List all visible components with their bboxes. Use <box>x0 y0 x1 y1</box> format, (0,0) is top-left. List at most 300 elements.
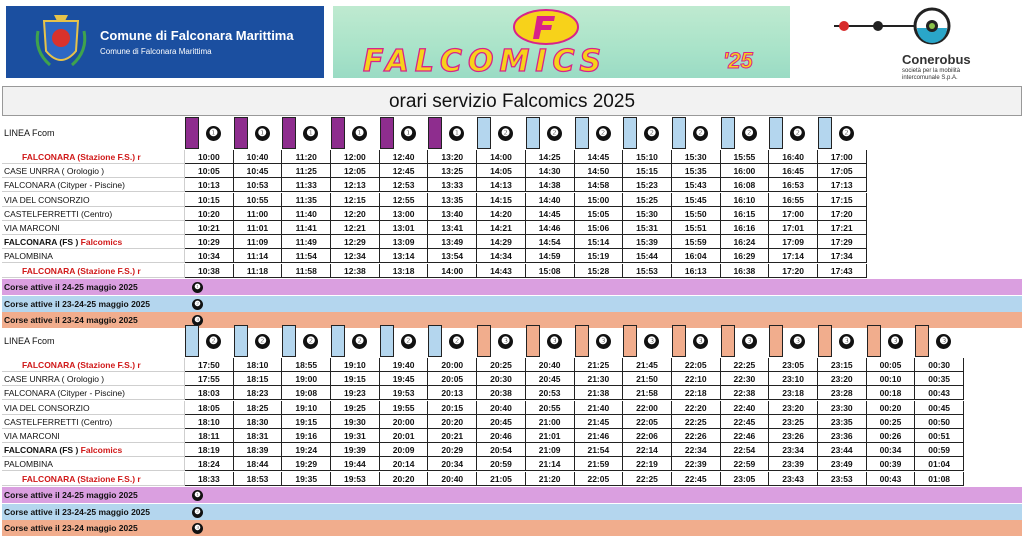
stop-name <box>2 443 185 457</box>
stop-name-main: FALCONARA (FS ) <box>4 237 81 248</box>
conerobus-logo <box>830 6 1010 80</box>
time-cell: 21:14 <box>526 457 575 471</box>
route-color-bar <box>185 325 199 357</box>
header <box>0 0 1024 86</box>
time-cell: 22:05 <box>672 358 721 372</box>
route-color-bar <box>282 325 296 357</box>
time-cell: 00:59 <box>915 443 964 457</box>
route-badge <box>185 116 234 150</box>
time-cell: 17:09 <box>769 235 818 249</box>
route-badge <box>672 116 721 150</box>
route-color-bar <box>721 325 735 357</box>
legend-row <box>2 487 1022 503</box>
time-cell: 20:00 <box>380 415 429 429</box>
time-cell: 12:34 <box>331 249 380 263</box>
time-cell: 22:10 <box>672 372 721 386</box>
time-cell: 19:15 <box>331 372 380 386</box>
time-cell: 23:39 <box>769 457 818 471</box>
stop-name: FALCONARA (Stazione F.S.) r <box>2 472 185 486</box>
time-cell: 16:53 <box>769 178 818 192</box>
time-cell: 19:30 <box>331 415 380 429</box>
route-number-icon: ❶ <box>352 126 367 141</box>
time-cell: 19:10 <box>331 358 380 372</box>
time-cell: 10:29 <box>185 235 234 249</box>
time-cell: 19:08 <box>282 386 331 400</box>
time-cell: 00:25 <box>867 415 916 429</box>
time-cell: 16:15 <box>721 207 770 221</box>
time-cell: 19:53 <box>380 386 429 400</box>
table-row <box>2 386 1022 400</box>
time-cell: 13:18 <box>380 264 429 278</box>
time-cell: 21:58 <box>623 386 672 400</box>
time-cell: 15:19 <box>575 249 624 263</box>
time-cell: 18:31 <box>234 429 283 443</box>
comune-logo-banner <box>6 6 324 78</box>
table-row <box>2 429 1022 443</box>
time-cell: 20:01 <box>380 429 429 443</box>
time-cell: 18:23 <box>234 386 283 400</box>
linea-label: LINEA Fcom <box>4 336 55 346</box>
route-color-bar <box>623 325 637 357</box>
stop-name: FALCONARA (Cityper - Piscine) <box>2 386 185 400</box>
route-badge <box>672 324 721 358</box>
route-number-icon: ❷ <box>596 126 611 141</box>
time-cell: 22:06 <box>623 429 672 443</box>
time-cell: 20:40 <box>477 401 526 415</box>
route-badge <box>428 116 477 150</box>
time-cell: 13:41 <box>428 221 477 235</box>
time-cell: 19:25 <box>331 401 380 415</box>
time-cell: 14:20 <box>477 207 526 221</box>
time-cell: 23:05 <box>721 472 770 486</box>
time-cell: 23:30 <box>818 401 867 415</box>
time-cell: 12:38 <box>331 264 380 278</box>
time-cell: 14:40 <box>526 193 575 207</box>
time-cell: 13:09 <box>380 235 429 249</box>
time-cell: 12:20 <box>331 207 380 221</box>
time-cell: 16:00 <box>721 164 770 178</box>
conerobus-brand: Conerobus <box>902 52 971 67</box>
route-color-bar <box>672 325 686 357</box>
legend-row <box>2 279 1022 295</box>
time-cell: 17:34 <box>818 249 867 263</box>
route-number-icon: ❸ <box>742 334 757 349</box>
time-cell: 00:51 <box>915 429 964 443</box>
falcomics-year: '25 <box>723 48 753 73</box>
time-cell: 12:00 <box>331 150 380 164</box>
route-badge <box>428 324 477 358</box>
table-row <box>2 150 1022 164</box>
time-cell: 13:14 <box>380 249 429 263</box>
time-cell: 15:55 <box>721 150 770 164</box>
route-color-bar <box>721 117 735 149</box>
time-cell: 22:05 <box>575 472 624 486</box>
time-cell: 15:31 <box>623 221 672 235</box>
legend-text: Corse attive il 23-24 maggio 2025 <box>4 523 138 533</box>
conerobus-mark-icon <box>830 6 1010 54</box>
time-cell: 15:43 <box>672 178 721 192</box>
time-cell: 12:53 <box>380 178 429 192</box>
time-cell: 20:29 <box>428 443 477 457</box>
route-number-icon: ❷ <box>449 334 464 349</box>
route-number-icon: ❸ <box>547 334 562 349</box>
time-cell: 22:20 <box>672 401 721 415</box>
route-number-icon: ❸ <box>644 334 659 349</box>
stop-name: CASE UNRRA ( Orologio ) <box>2 372 185 386</box>
stop-name: PALOMBINA <box>2 249 185 263</box>
route-color-bar <box>526 117 540 149</box>
time-cell: 23:35 <box>818 415 867 429</box>
route-badge <box>526 324 575 358</box>
route-badge <box>769 324 818 358</box>
route-badge <box>234 324 283 358</box>
time-cell: 11:33 <box>282 178 331 192</box>
legend-text: Corse attive il 23-24-25 maggio 2025 <box>4 298 150 309</box>
time-cell: 17:50 <box>185 358 234 372</box>
time-cell: 19:10 <box>282 401 331 415</box>
table-row <box>2 443 1022 457</box>
time-cell: 00:43 <box>867 472 916 486</box>
linea-header-row <box>2 324 1022 358</box>
falcomics-wordmark: FALCOMICS <box>363 44 608 78</box>
time-cell: 15:30 <box>623 207 672 221</box>
time-cell: 10:20 <box>185 207 234 221</box>
stop-name: CASE UNRRA ( Orologio ) <box>2 164 185 178</box>
table-row <box>2 221 1022 235</box>
time-cell: 22:34 <box>672 443 721 457</box>
time-cell: 17:00 <box>769 207 818 221</box>
time-cell: 23:15 <box>818 358 867 372</box>
time-cell: 14:46 <box>526 221 575 235</box>
route-color-bar <box>428 325 442 357</box>
stop-name: VIA MARCONI <box>2 429 185 443</box>
time-cell: 17:01 <box>769 221 818 235</box>
route-badge <box>721 116 770 150</box>
route-badge <box>769 116 818 150</box>
time-cell: 23:20 <box>769 401 818 415</box>
stop-name: VIA MARCONI <box>2 221 185 235</box>
time-cell: 21:20 <box>526 472 575 486</box>
time-cell: 11:20 <box>282 150 331 164</box>
time-cell: 10:53 <box>234 178 283 192</box>
route-color-bar <box>380 325 394 357</box>
time-cell: 18:11 <box>185 429 234 443</box>
route-number-icon: ❸ <box>790 334 805 349</box>
time-cell: 12:45 <box>380 164 429 178</box>
time-cell: 21:01 <box>526 429 575 443</box>
stop-name: FALCONARA (Cityper - Piscine) <box>2 178 185 192</box>
time-cell: 15:35 <box>672 164 721 178</box>
time-cell: 11:54 <box>282 249 331 263</box>
time-cell: 19:35 <box>282 472 331 486</box>
time-cell: 14:58 <box>575 178 624 192</box>
table-row <box>2 472 1022 486</box>
route-badge <box>477 324 526 358</box>
time-cell: 00:35 <box>915 372 964 386</box>
time-cell: 16:13 <box>672 264 721 278</box>
time-cell: 19:40 <box>380 358 429 372</box>
time-cell: 14:45 <box>575 150 624 164</box>
route-color-bar <box>380 117 394 149</box>
time-cell: 15:15 <box>623 164 672 178</box>
time-cell: 21:45 <box>623 358 672 372</box>
legend-row <box>2 504 1022 520</box>
legend-number-icon: ❷ <box>192 507 203 518</box>
time-cell: 14:38 <box>526 178 575 192</box>
falcomics-badge-icon <box>511 8 581 46</box>
route-badge <box>331 116 380 150</box>
time-cell: 21:54 <box>575 443 624 457</box>
time-cell: 19:53 <box>331 472 380 486</box>
table-row <box>2 457 1022 471</box>
time-cell: 16:38 <box>721 264 770 278</box>
time-cell: 18:05 <box>185 401 234 415</box>
time-cell: 18:15 <box>234 372 283 386</box>
route-color-bar <box>915 325 929 357</box>
time-cell: 20:40 <box>428 472 477 486</box>
route-color-bar <box>477 117 491 149</box>
time-cell: 10:00 <box>185 150 234 164</box>
time-cell: 20:05 <box>428 372 477 386</box>
time-cell: 13:40 <box>428 207 477 221</box>
linea-header-row <box>2 116 1022 150</box>
time-cell: 22:30 <box>721 372 770 386</box>
route-number-icon: ❶ <box>255 126 270 141</box>
time-cell: 20:46 <box>477 429 526 443</box>
time-cell: 20:30 <box>477 372 526 386</box>
route-color-bar <box>526 325 540 357</box>
time-cell: 19:00 <box>282 372 331 386</box>
time-cell: 13:20 <box>428 150 477 164</box>
time-cell: 10:38 <box>185 264 234 278</box>
time-cell: 23:53 <box>818 472 867 486</box>
time-cell: 13:01 <box>380 221 429 235</box>
route-badge <box>477 116 526 150</box>
time-cell: 00:26 <box>867 429 916 443</box>
time-cell: 00:43 <box>915 386 964 400</box>
route-color-bar <box>575 117 589 149</box>
time-cell: 20:20 <box>380 472 429 486</box>
route-color-bar <box>477 325 491 357</box>
time-cell: 19:15 <box>282 415 331 429</box>
time-cell: 22:00 <box>623 401 672 415</box>
time-cell: 13:49 <box>428 235 477 249</box>
time-cell: 13:00 <box>380 207 429 221</box>
route-badge <box>234 116 283 150</box>
time-cell: 21:25 <box>575 358 624 372</box>
time-cell: 20:00 <box>428 358 477 372</box>
time-cell: 18:03 <box>185 386 234 400</box>
route-badge <box>380 324 429 358</box>
time-cell: 23:28 <box>818 386 867 400</box>
time-cell: 15:44 <box>623 249 672 263</box>
legend-row <box>2 296 1022 312</box>
time-cell: 23:20 <box>818 372 867 386</box>
stop-name-highlight: Falcomics <box>80 237 123 248</box>
time-cell: 20:21 <box>428 429 477 443</box>
time-cell: 11:14 <box>234 249 283 263</box>
time-cell: 14:13 <box>477 178 526 192</box>
time-cell: 15:28 <box>575 264 624 278</box>
route-badge <box>915 324 964 358</box>
route-number-icon: ❸ <box>888 334 903 349</box>
time-cell: 20:25 <box>477 358 526 372</box>
route-number-icon: ❸ <box>839 334 854 349</box>
time-cell: 22:14 <box>623 443 672 457</box>
time-cell: 16:10 <box>721 193 770 207</box>
route-number-icon: ❷ <box>255 334 270 349</box>
time-cell: 15:39 <box>623 235 672 249</box>
time-cell: 20:54 <box>477 443 526 457</box>
time-cell: 17:15 <box>818 193 867 207</box>
route-number-icon: ❷ <box>303 334 318 349</box>
time-cell: 00:39 <box>867 457 916 471</box>
time-cell: 11:01 <box>234 221 283 235</box>
linea-label: LINEA Fcom <box>4 128 55 138</box>
time-cell: 16:45 <box>769 164 818 178</box>
route-number-icon: ❶ <box>449 126 464 141</box>
page-title: orari servizio Falcomics 2025 <box>2 86 1022 116</box>
time-cell: 15:53 <box>623 264 672 278</box>
time-cell: 18:10 <box>185 415 234 429</box>
conerobus-subtitle: società per la mobilità intercomunale S.p.A. <box>902 68 961 81</box>
time-cell: 18:55 <box>282 358 331 372</box>
route-color-bar <box>818 117 832 149</box>
time-cell: 23:49 <box>818 457 867 471</box>
time-cell: 11:41 <box>282 221 331 235</box>
route-number-icon: ❷ <box>742 126 757 141</box>
time-cell: 23:10 <box>769 372 818 386</box>
route-badge <box>282 324 331 358</box>
route-number-icon: ❸ <box>693 334 708 349</box>
time-cell: 14:21 <box>477 221 526 235</box>
time-cell: 23:25 <box>769 415 818 429</box>
time-cell: 20:55 <box>526 401 575 415</box>
time-cell: 01:08 <box>915 472 964 486</box>
table-row <box>2 372 1022 386</box>
time-cell: 21:09 <box>526 443 575 457</box>
time-cell: 21:45 <box>575 415 624 429</box>
time-cell: 16:29 <box>721 249 770 263</box>
time-cell: 00:10 <box>867 372 916 386</box>
route-color-bar <box>234 325 248 357</box>
time-cell: 19:24 <box>282 443 331 457</box>
time-cell: 19:39 <box>331 443 380 457</box>
time-cell: 11:09 <box>234 235 283 249</box>
route-color-bar <box>185 117 199 149</box>
time-cell: 15:14 <box>575 235 624 249</box>
time-cell: 21:46 <box>575 429 624 443</box>
time-cell: 22:59 <box>721 457 770 471</box>
route-badge <box>575 116 624 150</box>
time-cell: 18:24 <box>185 457 234 471</box>
table-row <box>2 415 1022 429</box>
time-cell: 16:08 <box>721 178 770 192</box>
route-color-bar <box>672 117 686 149</box>
table-row <box>2 401 1022 415</box>
time-cell: 23:36 <box>818 429 867 443</box>
time-cell: 18:53 <box>234 472 283 486</box>
time-cell: 15:51 <box>672 221 721 235</box>
time-cell: 23:44 <box>818 443 867 457</box>
time-cell: 21:59 <box>575 457 624 471</box>
route-number-icon: ❷ <box>206 334 221 349</box>
time-cell: 00:30 <box>915 358 964 372</box>
time-cell: 11:58 <box>282 264 331 278</box>
time-cell: 20:13 <box>428 386 477 400</box>
time-cell: 00:34 <box>867 443 916 457</box>
legend-number-icon: ❷ <box>192 299 203 310</box>
time-cell: 20:45 <box>477 415 526 429</box>
time-cell: 12:05 <box>331 164 380 178</box>
time-cell: 20:53 <box>526 386 575 400</box>
time-cell: 20:15 <box>428 401 477 415</box>
time-cell: 20:45 <box>526 372 575 386</box>
legend-number-icon: ❸ <box>192 523 203 534</box>
time-cell: 12:55 <box>380 193 429 207</box>
time-cell: 20:34 <box>428 457 477 471</box>
time-cell: 20:38 <box>477 386 526 400</box>
legend-number-icon: ❶ <box>192 490 203 501</box>
time-cell: 13:54 <box>428 249 477 263</box>
time-cell: 14:54 <box>526 235 575 249</box>
time-cell: 12:29 <box>331 235 380 249</box>
time-cell: 20:14 <box>380 457 429 471</box>
time-cell: 23:26 <box>769 429 818 443</box>
time-cell: 22:54 <box>721 443 770 457</box>
time-cell: 15:25 <box>623 193 672 207</box>
time-cell: 21:00 <box>526 415 575 429</box>
time-cell: 01:04 <box>915 457 964 471</box>
route-number-icon: ❷ <box>693 126 708 141</box>
time-cell: 14:05 <box>477 164 526 178</box>
time-cell: 22:25 <box>672 415 721 429</box>
route-color-bar <box>331 117 345 149</box>
time-cell: 16:40 <box>769 150 818 164</box>
route-badge <box>721 324 770 358</box>
time-cell: 14:45 <box>526 207 575 221</box>
time-cell: 22:45 <box>672 472 721 486</box>
time-cell: 13:33 <box>428 178 477 192</box>
time-cell: 15:05 <box>575 207 624 221</box>
time-cell: 12:13 <box>331 178 380 192</box>
route-color-bar <box>575 325 589 357</box>
time-cell: 17:29 <box>818 235 867 249</box>
time-cell: 17:43 <box>818 264 867 278</box>
stop-name-highlight: Falcomics <box>80 445 123 456</box>
time-cell: 11:25 <box>282 164 331 178</box>
route-number-icon: ❸ <box>936 334 951 349</box>
time-cell: 19:16 <box>282 429 331 443</box>
time-cell: 16:24 <box>721 235 770 249</box>
route-badge <box>623 324 672 358</box>
time-cell: 12:21 <box>331 221 380 235</box>
time-cell: 21:30 <box>575 372 624 386</box>
time-cell: 16:16 <box>721 221 770 235</box>
time-cell: 15:08 <box>526 264 575 278</box>
time-cell: 15:50 <box>672 207 721 221</box>
legend-number-icon: ❶ <box>192 282 203 293</box>
time-cell: 17:14 <box>769 249 818 263</box>
time-cell: 16:55 <box>769 193 818 207</box>
route-number-icon: ❸ <box>498 334 513 349</box>
stop-name-main: FALCONARA (FS ) <box>4 445 81 456</box>
time-cell: 17:00 <box>818 150 867 164</box>
time-cell: 19:23 <box>331 386 380 400</box>
time-cell: 10:40 <box>234 150 283 164</box>
time-cell: 14:00 <box>477 150 526 164</box>
time-cell: 19:55 <box>380 401 429 415</box>
